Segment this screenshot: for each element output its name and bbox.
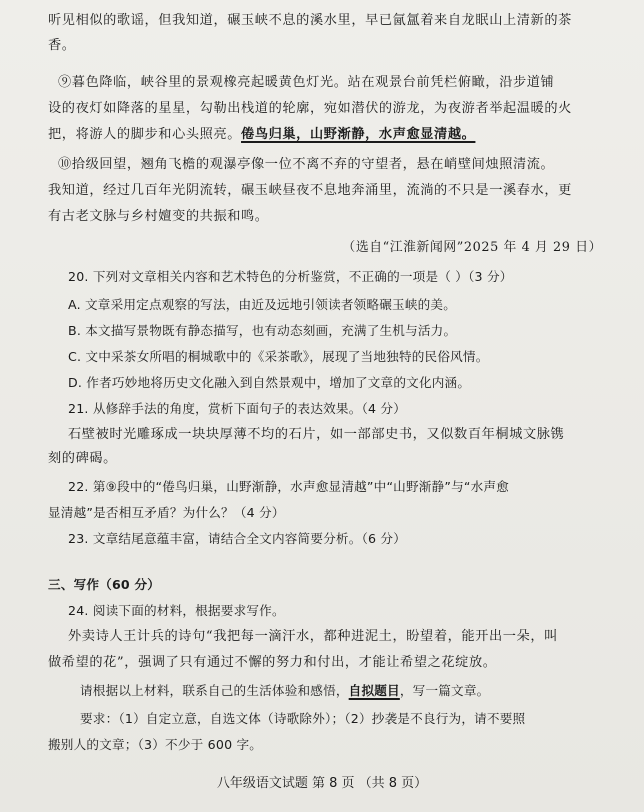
underlined-sentence: 倦鸟归巢，山野渐静，水声愈显清越。: [241, 127, 476, 142]
writing-task-text: ，写一篇文章。: [399, 683, 490, 698]
option-a: A. 文章采用定点观察的写法，由近及远地引领读者领略碾玉峡的美。: [68, 297, 457, 312]
page-footer: 八年级语文试题 第 8 页 （共 8 页）: [216, 776, 428, 791]
option-c: C. 文中采茶女所唱的桐城歌中的《采茶歌》，展现了当地独特的民俗风情。: [68, 349, 489, 364]
paragraph-9-text: 把，将游人的脚步和心头照亮。: [48, 127, 242, 142]
paragraph-10-line: 我知道，经过几百年光阴流转，碾玉峡昼夜不息地奔涌里，流淌的不只是一溪春水，更: [48, 183, 572, 198]
writing-task: [80, 680, 620, 702]
question-20: 20. 下列对文章相关内容和艺术特色的分析鉴赏，不正确的一项是（ ）（3 分）: [68, 269, 513, 284]
question-22: 22. 第⑨段中的“倦鸟归巢，山野渐静，水声愈显清越”中“山野渐静”与“水声愈: [68, 479, 509, 494]
question-23: 23. 文章结尾意蕴丰富，请结合全文内容简要分析。（6 分）: [68, 531, 406, 546]
paragraph-9-line: 设的夜灯如降落的星星，勾勒出栈道的轮廓，宛如潜伏的游龙，为夜游者举起温暖的火: [48, 101, 572, 116]
writing-requirements: 搬别人的文章；（3）不少于 600 字。: [48, 737, 263, 752]
writing-material: 做希望的花”，强调了只有通过不懈的努力和付出，才能让希望之花绽放。: [48, 655, 497, 670]
question-22: 显清越”是否相互矛盾？为什么？（4 分）: [48, 505, 285, 520]
self-chosen-title: 自拟题目: [348, 683, 400, 698]
paragraph-10-line: 有古老文脉与乡村嬗变的共振和鸣。: [48, 209, 269, 224]
writing-requirements: 要求：（1）自定立意，自选文体（诗歌除外）；（2）抄袭是不良行为，请不要照: [80, 711, 526, 726]
paragraph-9-line: ⑨暮色降临，峡谷里的景观橡亮起暖黄色灯光。站在观景台前凭栏俯瞰，沿步道铺: [58, 75, 555, 90]
writing-task-text: 请根据以上材料，联系自己的生活体验和感悟，: [80, 683, 349, 698]
passage-line: 听见相似的歌谣，但我知道，碾玉峡不息的溪水里，早已氤氲着来自龙眠山上清新的茶: [48, 13, 572, 28]
question-24: 24. 阅读下面的材料，根据要求写作。: [68, 603, 285, 618]
writing-section-title: 三、写作（60 分）: [48, 577, 161, 592]
passage-source: （选自“江淮新闻网”2025 年 4 月 29 日）: [342, 240, 602, 255]
option-b: B. 本文描写景物既有静态描写，也有动态刻画，充满了生机与活力。: [68, 323, 457, 338]
writing-material: 外卖诗人王计兵的诗句“我把每一滴汗水，都种进泥土，盼望着，能开出一朵，叫: [68, 629, 558, 644]
question-21-sentence: 刻的碑碣。: [48, 451, 117, 466]
paragraph-9-line: [48, 124, 620, 146]
question-21-sentence: 石壁被时光雕琢成一块块厚薄不均的石片，如一部部史书，又似数百年桐城文脉镌: [68, 427, 565, 442]
question-21: 21. 从修辞手法的角度，赏析下面句子的表达效果。（4 分）: [68, 401, 406, 416]
passage-line: 香。: [48, 38, 76, 53]
paragraph-10-line: ⑩拾级回望，翘角飞檐的观瀑亭像一位不离不弃的守望者，悬在峭壁间烛照清流。: [58, 157, 555, 172]
option-d: D. 作者巧妙地将历史文化融入到自然景观中，增加了文章的文化内涵。: [68, 375, 471, 390]
